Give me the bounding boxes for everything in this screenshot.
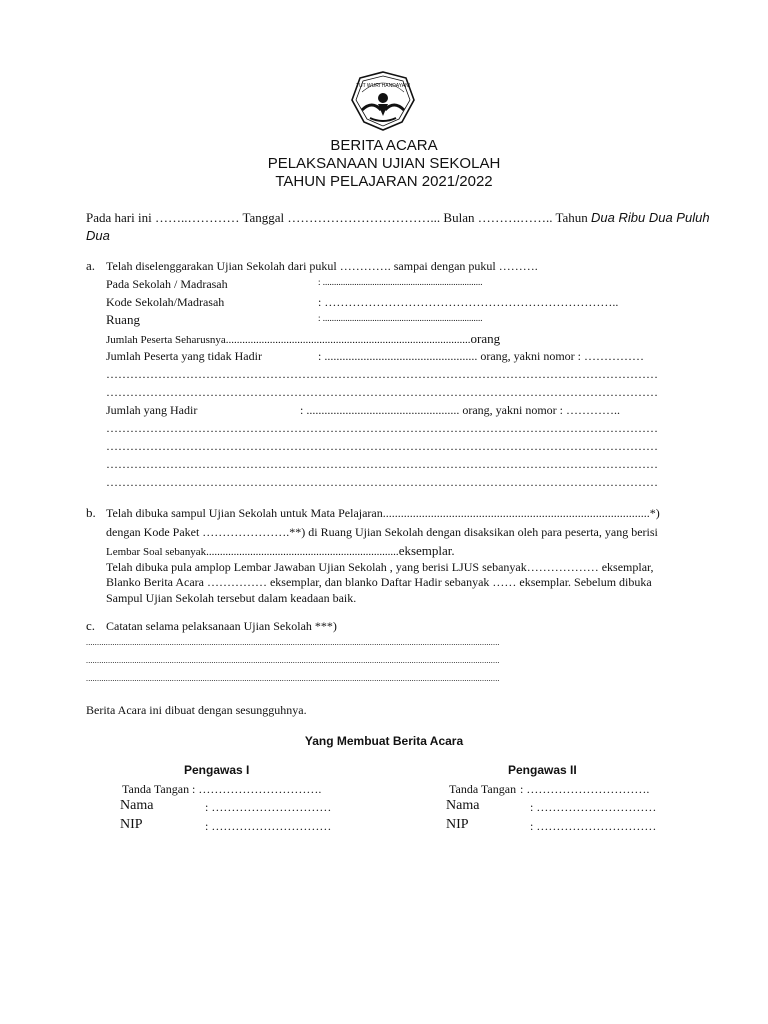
school-name-label: Pada Sekolah / Madrasah [106, 277, 228, 291]
present-numbers-line-4: ………………………………………………………………………………………………………………………… [106, 475, 658, 489]
section-b-line-2: dengan Kode Paket ………………….**) di Ruang Ujian Sekolah dengan disaksikan oleh para peserta, yang berisi [106, 525, 658, 539]
supervisor-1-nip-field: : ………………………… [205, 819, 332, 833]
section-a-marker: a. [86, 258, 96, 273]
supervisor-2-signature-field: : …………………………. [520, 782, 650, 796]
present-numbers-line-3: ………………………………………………………………………………………………………………………… [106, 457, 658, 471]
absent-field: : ................................................... orang, yakni nomor : …………… [318, 349, 644, 363]
supervisor-1-signature-field: : …………………………. [192, 782, 322, 796]
supervisor-1-name-field: : ………………………… [205, 800, 332, 814]
section-b-line-1: Telah dibuka sampul Ujian Sekolah untuk Mata Pelajaran.........................................................................................*) [106, 506, 660, 520]
intro-year-words-continued: Dua [86, 228, 110, 243]
supervisor-1-title: Pengawas I [184, 763, 250, 777]
section-a-intro: Telah diselenggarakan Ujian Sekolah dari pukul …………. sampai dengan pukul ………. [106, 259, 538, 273]
room-label: Ruang [106, 312, 140, 327]
expected-participants-unit: orang [470, 331, 501, 346]
supervisor-1-name-label: Nama [120, 798, 154, 813]
notes-line-3: ............................................................................................................................................................................................ [86, 674, 500, 683]
intro-line [86, 210, 710, 226]
supervisor-1-signature-label: Tanda Tangan [122, 782, 190, 796]
present-field: : ................................................... orang, yakni nomor : ………….. [300, 403, 620, 417]
tut-wuri-handayani-logo [348, 70, 418, 132]
document-title: BERITA ACARA [330, 137, 438, 154]
room-field: : ....................................................................... [318, 313, 483, 323]
section-c-label: Catatan selama pelaksanaan Ujian Sekolah ***) [106, 619, 337, 633]
notes-line-2: ............................................................................................................................................................................................ [86, 656, 500, 665]
absent-label: Jumlah Peserta yang tidak Hadir [106, 349, 262, 363]
supervisor-2-name-field: : ………………………… [530, 800, 657, 814]
question-sheet-count: Lembar Soal sebanyak...................................................................... [106, 546, 399, 558]
supervisor-2-title: Pengawas II [508, 763, 577, 777]
section-b-line-6: Sampul Ujian Sekolah tersebut dalam keadaan baik. [106, 591, 357, 605]
school-name-field: : ....................................................................... [318, 277, 483, 287]
section-b-line-3 [106, 543, 455, 559]
supervisor-2-name-label: Nama [446, 798, 480, 813]
supervisor-1-nip-label: NIP [120, 817, 143, 832]
intro-date-text: Pada hari ini ……..………… Tanggal ……………………………... Bulan ……….…….. Tahun [86, 210, 592, 225]
present-numbers-line-1: ………………………………………………………………………………………………………………………… [106, 421, 658, 435]
present-numbers-line-2: ………………………………………………………………………………………………………………………… [106, 439, 658, 453]
school-code-field: : ……………………………………………………………….. [318, 295, 619, 309]
expected-participants-line [106, 331, 500, 347]
signature-heading: Yang Membuat Berita Acara [304, 734, 464, 748]
expected-participants-text: Jumlah Peserta Seharusnya......................................................................................... [106, 334, 471, 346]
question-sheet-unit: eksemplar. [398, 543, 455, 558]
academic-year-title: TAHUN PELAJARAN 2021/2022 [275, 173, 493, 190]
intro-year-words: Dua Ribu Dua Puluh [591, 210, 710, 225]
closing-statement: Berita Acara ini dibuat dengan sesungguhnya. [86, 703, 307, 717]
logo-motto-text: TUT WURI HANDAYANI [355, 83, 411, 89]
notes-line-1: ............................................................................................................................................................................................ [86, 638, 500, 647]
supervisor-2-signature-label: Tanda Tangan [449, 782, 517, 796]
absent-numbers-line-2: ………………………………………………………………………………………………………………………… [106, 385, 658, 399]
supervisor-2-nip-label: NIP [446, 817, 469, 832]
present-label: Jumlah yang Hadir [106, 403, 198, 417]
document-subtitle: PELAKSANAAN UJIAN SEKOLAH [267, 155, 501, 172]
section-b-marker: b. [86, 505, 96, 520]
section-c-marker: c. [86, 618, 96, 633]
supervisor-2-nip-field: : ………………………… [530, 819, 657, 833]
section-b-line-4: Telah dibuka pula amplop Lembar Jawaban Ujian Sekolah , yang berisi LJUS sebanyak……………… eksemplar, [106, 560, 654, 574]
section-b-line-5: Blanko Berita Acara …………… eksemplar, dan blanko Daftar Hadir sebanyak …… eksemplar. Sebelum dibuka [106, 575, 652, 589]
school-code-label: Kode Sekolah/Madrasah [106, 295, 225, 309]
absent-numbers-line-1: ………………………………………………………………………………………………………………………… [106, 367, 658, 381]
